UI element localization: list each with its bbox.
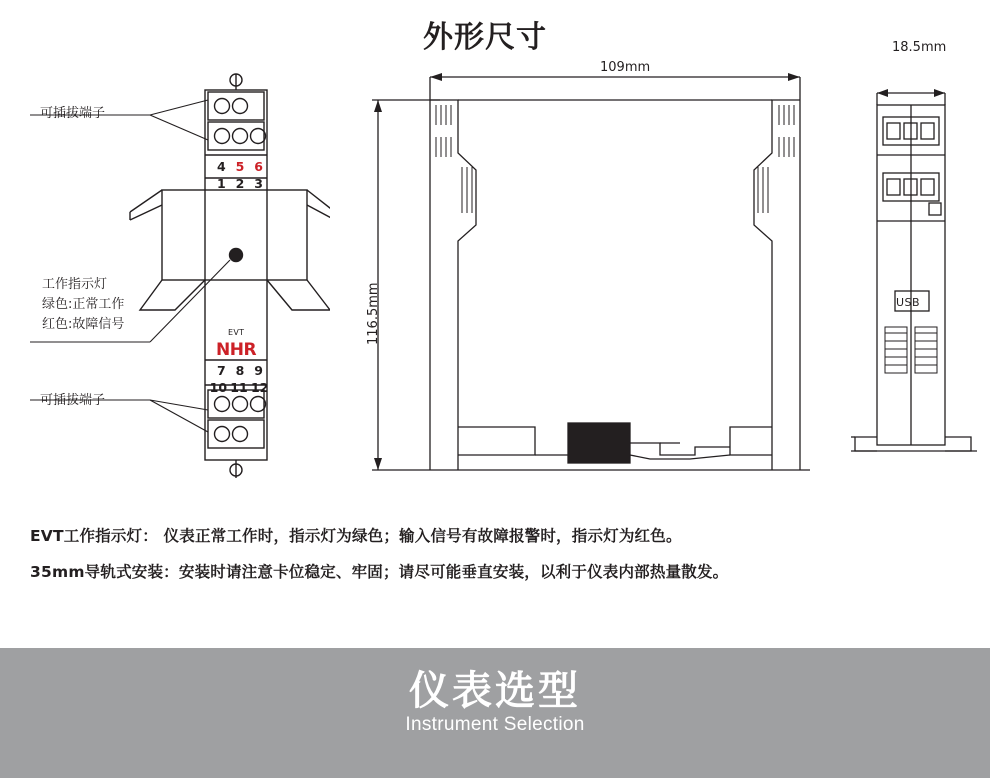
terminal-row-top-2 xyxy=(212,176,268,191)
terminal-row-bottom-2 xyxy=(208,380,270,395)
indicator-line-3: 红色:故障信号 xyxy=(42,317,125,332)
terminal-5: 5 xyxy=(235,159,245,174)
notes-block xyxy=(30,524,970,596)
brand-logo: NHR xyxy=(216,340,257,360)
dimensions-title: 外形尺寸 xyxy=(423,20,547,55)
end-view-drawing xyxy=(845,55,990,485)
note-line-2: 35mm导轨式安装：安装时请注意卡位稳定、牢固；请尽可能垂直安装，以利于仪表内部热量散发。 xyxy=(30,563,729,581)
depth-dimension-label: 18.5mm xyxy=(892,40,947,55)
terminal-9: 9 xyxy=(254,363,263,378)
terminal-row-top-1 xyxy=(212,159,268,174)
callout-bottom-terminal: 可插拔端子 xyxy=(40,393,106,408)
terminal-row-bottom-1 xyxy=(212,363,268,378)
section-banner xyxy=(0,648,990,778)
terminal-8: 8 xyxy=(235,363,245,378)
banner-title-en: Instrument Selection xyxy=(405,714,585,735)
side-view-drawing xyxy=(330,55,840,485)
width-dimension-label: 109mm xyxy=(600,60,651,75)
note-line-1: EVT工作指示灯： 仪表正常工作时，指示灯为绿色；输入信号有故障报警时，指示灯为红色。 xyxy=(30,527,682,545)
terminal-11: 11 xyxy=(230,380,248,395)
terminal-6: 6 xyxy=(254,159,263,174)
terminal-10: 10 xyxy=(209,380,228,395)
banner-title-cn: 仪表选型 xyxy=(409,668,581,714)
indicator-line-2: 绿色:正常工作 xyxy=(42,297,125,312)
banner-text-group xyxy=(0,670,990,736)
terminal-2: 2 xyxy=(235,176,245,191)
terminal-12: 12 xyxy=(250,380,269,395)
height-dimension-label: 116.5mm xyxy=(366,282,381,345)
terminal-4: 4 xyxy=(216,159,226,174)
terminal-7: 7 xyxy=(216,363,226,378)
callout-top-terminal: 可插拔端子 xyxy=(40,106,106,121)
led-label: EVT xyxy=(228,328,245,337)
front-view-drawing xyxy=(0,60,330,490)
terminal-3: 3 xyxy=(254,176,263,191)
indicator-line-1: 工作指示灯 xyxy=(42,277,108,292)
usb-port-label: USB xyxy=(896,296,921,309)
terminal-1: 1 xyxy=(216,176,226,191)
